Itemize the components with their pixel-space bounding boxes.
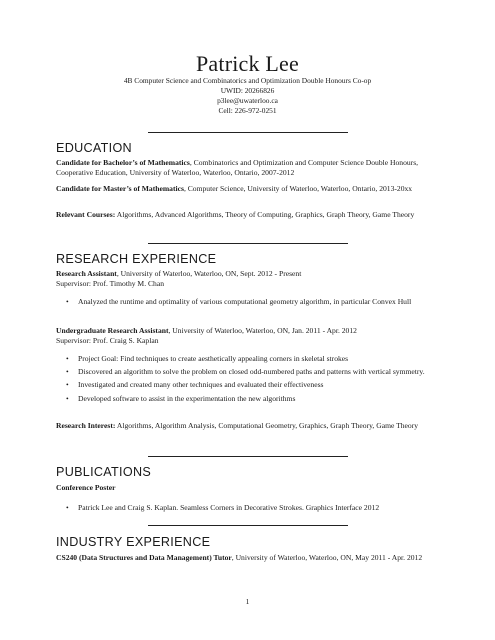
degree-title: Candidate for Master’s of Mathematics	[56, 184, 184, 193]
list-item: • Investigated and created many other techniques and evaluated their effectiveness	[66, 380, 324, 390]
degree-title: Candidate for Bachelor’s of Mathematics	[56, 158, 190, 167]
list-item: • Patrick Lee and Craig S. Kaplan. Seamless Corners in Decorative Strokes. Graphics Interface 2012	[66, 503, 380, 512]
supervisor-line: Supervisor: Prof. Craig S. Kaplan	[56, 336, 159, 346]
degree-details: , Computer Science, University of Waterloo, Waterloo, Ontario, 2013-20xx	[183, 184, 413, 193]
list-item: • Analyzed the runtime and optimality of various computational geometry algorithm, in particular Convex Hull	[66, 297, 412, 306]
section-divider	[148, 132, 348, 133]
person-name: Patrick Lee	[196, 51, 299, 76]
position-title: Research Assistant	[56, 269, 117, 278]
education-entry-master	[56, 184, 440, 194]
research-entry-ra	[56, 269, 440, 289]
email-line: p3lee@uwaterloo.ca	[217, 96, 278, 105]
interest-text: Algorithms, Algorithm Analysis, Computational Geometry, Graphics, Graph Theory, Game Theory	[115, 421, 419, 430]
relevant-courses	[56, 210, 440, 220]
position-title: Undergraduate Research Assistant	[56, 326, 169, 335]
research-entry-ura	[56, 326, 440, 346]
publications-list	[56, 503, 440, 516]
industry-entry-tutor	[56, 553, 440, 563]
list-item: • Discovered an algorithm to solve the problem on closed odd-numbered paths and patterns with vertical symmetry.	[66, 367, 425, 377]
supervisor-line: Supervisor: Prof. Timothy M. Chan	[56, 279, 165, 289]
resume-header	[0, 52, 495, 116]
publications-heading: PUBLICATIONS	[56, 465, 152, 479]
research-ra-bullets	[56, 297, 440, 310]
uwid-line: UWID: 20266826	[220, 86, 275, 95]
education-heading: EDUCATION	[56, 141, 132, 155]
program-line: 4B Computer Science and Combinatorics and Optimization Double Honours Co-op	[123, 76, 372, 85]
list-item: • Project Goal: Find techniques to create aesthetically appealing corners in skeletal strokes	[66, 354, 349, 363]
research-interest	[56, 421, 440, 431]
courses-text: Algorithms, Advanced Algorithms, Theory of Computing, Graphics, Graph Theory, Game Theory	[115, 210, 415, 219]
courses-label: Relevant Courses:	[56, 210, 116, 219]
position-details: , University of Waterloo, Waterloo, ON, Sept. 2012 - Present	[116, 269, 302, 278]
section-divider	[148, 243, 348, 244]
publications-subheading: Conference Poster	[56, 483, 116, 492]
page-number: 1	[245, 597, 250, 606]
degree-details: , Combinatorics and Optimization and Computer Science Double Honours, Cooperative Education, University of Waterloo, Waterloo, Ontario, 2007-2012	[56, 158, 419, 178]
position-details: , University of Waterloo, Waterloo, ON, May 2011 - Apr. 2012	[231, 553, 423, 562]
section-divider	[148, 525, 348, 526]
research-ura-bullets	[56, 354, 440, 407]
section-divider	[148, 456, 348, 457]
position-details: , University of Waterloo, Waterloo, ON, Jan. 2011 - Apr. 2012	[168, 326, 357, 335]
research-heading: RESEARCH EXPERIENCE	[56, 252, 217, 266]
cell-line: Cell: 226-972-0251	[218, 106, 277, 115]
list-item: • Developed software to assist in the experimentation the new algorithms	[66, 393, 296, 403]
industry-heading: INDUSTRY EXPERIENCE	[56, 535, 211, 549]
interest-label: Research Interest:	[56, 421, 116, 430]
education-entry-bachelor	[56, 158, 440, 178]
position-title: CS240 (Data Structures and Data Management) Tutor	[56, 553, 232, 562]
